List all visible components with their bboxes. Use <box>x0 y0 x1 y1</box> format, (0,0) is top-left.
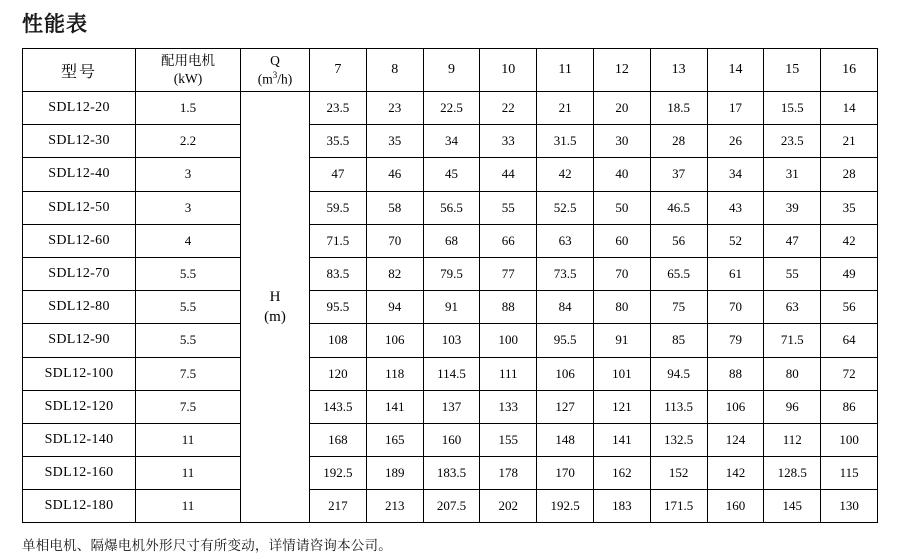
cell-value: 82 <box>366 257 423 290</box>
cell-value: 94 <box>366 291 423 324</box>
table-row <box>23 291 878 324</box>
cell-value: 70 <box>707 291 764 324</box>
cell-value: 155 <box>480 423 537 456</box>
cell-model: SDL12-160 <box>23 457 136 490</box>
cell-value: 86 <box>821 390 878 423</box>
cell-value: 73.5 <box>537 257 594 290</box>
header-q-unit-sup: 3 <box>272 69 278 80</box>
cell-value: 23 <box>366 92 423 125</box>
performance-table <box>22 48 878 523</box>
cell-model: SDL12-80 <box>23 291 136 324</box>
cell-value: 189 <box>366 457 423 490</box>
cell-value: 80 <box>593 291 650 324</box>
header-motor <box>136 49 241 92</box>
cell-value: 132.5 <box>650 423 707 456</box>
cell-motor: 3 <box>136 191 241 224</box>
cell-value: 56.5 <box>423 191 480 224</box>
cell-value: 61 <box>707 257 764 290</box>
cell-value: 118 <box>366 357 423 390</box>
table-row <box>23 357 878 390</box>
cell-value: 31 <box>764 158 821 191</box>
cell-value: 192.5 <box>537 490 594 523</box>
cell-value: 58 <box>366 191 423 224</box>
cell-value: 77 <box>480 257 537 290</box>
cell-value: 108 <box>310 324 367 357</box>
header-model: 型号 <box>23 49 136 92</box>
cell-value: 85 <box>650 324 707 357</box>
cell-value: 17 <box>707 92 764 125</box>
header-flow-q <box>241 49 310 92</box>
cell-value: 114.5 <box>423 357 480 390</box>
cell-value: 121 <box>593 390 650 423</box>
cell-value: 23.5 <box>764 125 821 158</box>
header-q-symbol: Q <box>270 53 280 69</box>
cell-value: 35 <box>821 191 878 224</box>
cell-model: SDL12-20 <box>23 92 136 125</box>
table-row <box>23 125 878 158</box>
cell-value: 49 <box>821 257 878 290</box>
cell-value: 47 <box>764 224 821 257</box>
header-flow-10: 10 <box>480 49 537 92</box>
cell-value: 68 <box>423 224 480 257</box>
cell-value: 79 <box>707 324 764 357</box>
cell-value: 71.5 <box>310 224 367 257</box>
cell-motor: 11 <box>136 423 241 456</box>
header-q-unit <box>241 70 309 88</box>
cell-motor: 1.5 <box>136 92 241 125</box>
header-flow-11: 11 <box>537 49 594 92</box>
table-row <box>23 224 878 257</box>
cell-value: 217 <box>310 490 367 523</box>
cell-value: 91 <box>423 291 480 324</box>
cell-value: 47 <box>310 158 367 191</box>
header-flow-12: 12 <box>593 49 650 92</box>
cell-model: SDL12-90 <box>23 324 136 357</box>
cell-value: 35 <box>366 125 423 158</box>
header-flow-15: 15 <box>764 49 821 92</box>
cell-value: 70 <box>366 224 423 257</box>
cell-value: 127 <box>537 390 594 423</box>
cell-value: 130 <box>821 490 878 523</box>
cell-model: SDL12-40 <box>23 158 136 191</box>
cell-value: 95.5 <box>310 291 367 324</box>
cell-model: SDL12-140 <box>23 423 136 456</box>
cell-value: 207.5 <box>423 490 480 523</box>
cell-motor: 7.5 <box>136 357 241 390</box>
cell-value: 56 <box>821 291 878 324</box>
cell-value: 88 <box>480 291 537 324</box>
table-row <box>23 423 878 456</box>
header-flow-14: 14 <box>707 49 764 92</box>
cell-motor: 5.5 <box>136 291 241 324</box>
cell-value: 66 <box>480 224 537 257</box>
cell-value: 145 <box>764 490 821 523</box>
table-body <box>23 92 878 523</box>
cell-value: 120 <box>310 357 367 390</box>
cell-value: 183.5 <box>423 457 480 490</box>
table-row <box>23 191 878 224</box>
cell-value: 52.5 <box>537 191 594 224</box>
header-q-unit-pre: (m <box>257 71 273 87</box>
cell-value: 213 <box>366 490 423 523</box>
cell-value: 143.5 <box>310 390 367 423</box>
cell-value: 34 <box>423 125 480 158</box>
cell-value: 113.5 <box>650 390 707 423</box>
cell-model: SDL12-100 <box>23 357 136 390</box>
cell-motor: 11 <box>136 490 241 523</box>
cell-value: 112 <box>764 423 821 456</box>
cell-value: 18.5 <box>650 92 707 125</box>
cell-value: 14 <box>821 92 878 125</box>
cell-motor: 3 <box>136 158 241 191</box>
table-row <box>23 457 878 490</box>
cell-motor: 4 <box>136 224 241 257</box>
page-title: 性能表 <box>22 13 88 36</box>
cell-value: 15.5 <box>764 92 821 125</box>
cell-value: 20 <box>593 92 650 125</box>
cell-value: 94.5 <box>650 357 707 390</box>
cell-value: 183 <box>593 490 650 523</box>
cell-model: SDL12-70 <box>23 257 136 290</box>
table-row <box>23 158 878 191</box>
cell-value: 124 <box>707 423 764 456</box>
cell-model: SDL12-30 <box>23 125 136 158</box>
cell-value: 28 <box>821 158 878 191</box>
cell-value: 106 <box>707 390 764 423</box>
cell-value: 70 <box>593 257 650 290</box>
cell-value: 160 <box>707 490 764 523</box>
cell-value: 21 <box>821 125 878 158</box>
cell-value: 141 <box>366 390 423 423</box>
cell-value: 60 <box>593 224 650 257</box>
cell-value: 115 <box>821 457 878 490</box>
cell-value: 100 <box>821 423 878 456</box>
table-row <box>23 390 878 423</box>
cell-value: 100 <box>480 324 537 357</box>
cell-value: 111 <box>480 357 537 390</box>
cell-head-label <box>241 92 310 523</box>
cell-value: 170 <box>537 457 594 490</box>
header-flow-7: 7 <box>310 49 367 92</box>
head-unit: (m) <box>264 309 286 326</box>
cell-value: 79.5 <box>423 257 480 290</box>
cell-value: 103 <box>423 324 480 357</box>
cell-value: 106 <box>537 357 594 390</box>
table-row <box>23 324 878 357</box>
table-row <box>23 490 878 523</box>
header-flow-16: 16 <box>821 49 878 92</box>
cell-value: 64 <box>821 324 878 357</box>
cell-value: 63 <box>537 224 594 257</box>
cell-value: 165 <box>366 423 423 456</box>
table-row <box>23 92 878 125</box>
cell-value: 22 <box>480 92 537 125</box>
cell-value: 133 <box>480 390 537 423</box>
cell-value: 33 <box>480 125 537 158</box>
table-head <box>23 49 878 92</box>
cell-model: SDL12-50 <box>23 191 136 224</box>
header-motor-line2: (kW) <box>173 71 203 86</box>
cell-value: 42 <box>537 158 594 191</box>
cell-value: 22.5 <box>423 92 480 125</box>
cell-value: 45 <box>423 158 480 191</box>
cell-value: 141 <box>593 423 650 456</box>
cell-value: 152 <box>650 457 707 490</box>
cell-value: 26 <box>707 125 764 158</box>
cell-value: 39 <box>764 191 821 224</box>
cell-value: 75 <box>650 291 707 324</box>
cell-value: 192.5 <box>310 457 367 490</box>
cell-value: 55 <box>764 257 821 290</box>
cell-value: 160 <box>423 423 480 456</box>
cell-value: 40 <box>593 158 650 191</box>
cell-value: 95.5 <box>537 324 594 357</box>
cell-value: 30 <box>593 125 650 158</box>
cell-value: 46.5 <box>650 191 707 224</box>
cell-value: 83.5 <box>310 257 367 290</box>
cell-value: 55 <box>480 191 537 224</box>
cell-value: 178 <box>480 457 537 490</box>
header-flow-9: 9 <box>423 49 480 92</box>
cell-value: 148 <box>537 423 594 456</box>
cell-value: 142 <box>707 457 764 490</box>
cell-value: 23.5 <box>310 92 367 125</box>
table-row <box>23 257 878 290</box>
cell-value: 128.5 <box>764 457 821 490</box>
cell-model: SDL12-60 <box>23 224 136 257</box>
cell-motor: 2.2 <box>136 125 241 158</box>
header-q-unit-post: /h) <box>277 71 293 87</box>
cell-value: 171.5 <box>650 490 707 523</box>
cell-motor: 5.5 <box>136 324 241 357</box>
cell-value: 46 <box>366 158 423 191</box>
cell-model: SDL12-180 <box>23 490 136 523</box>
cell-motor: 11 <box>136 457 241 490</box>
cell-motor: 7.5 <box>136 390 241 423</box>
header-motor-line1: 配用电机 <box>161 52 215 68</box>
cell-value: 31.5 <box>537 125 594 158</box>
cell-value: 63 <box>764 291 821 324</box>
cell-motor: 5.5 <box>136 257 241 290</box>
cell-value: 96 <box>764 390 821 423</box>
cell-value: 80 <box>764 357 821 390</box>
cell-value: 42 <box>821 224 878 257</box>
cell-value: 43 <box>707 191 764 224</box>
cell-value: 101 <box>593 357 650 390</box>
cell-value: 106 <box>366 324 423 357</box>
cell-value: 52 <box>707 224 764 257</box>
footnote: 单相电机、隔爆电机外形尺寸有所变动，详情请咨询本公司。 <box>22 538 392 554</box>
header-flow-13: 13 <box>650 49 707 92</box>
cell-value: 21 <box>537 92 594 125</box>
cell-value: 84 <box>537 291 594 324</box>
cell-value: 56 <box>650 224 707 257</box>
cell-value: 28 <box>650 125 707 158</box>
cell-value: 37 <box>650 158 707 191</box>
cell-value: 162 <box>593 457 650 490</box>
cell-value: 59.5 <box>310 191 367 224</box>
cell-value: 34 <box>707 158 764 191</box>
cell-value: 137 <box>423 390 480 423</box>
cell-value: 202 <box>480 490 537 523</box>
cell-value: 71.5 <box>764 324 821 357</box>
cell-value: 72 <box>821 357 878 390</box>
header-flow-8: 8 <box>366 49 423 92</box>
cell-value: 168 <box>310 423 367 456</box>
cell-value: 50 <box>593 191 650 224</box>
cell-value: 88 <box>707 357 764 390</box>
table-header-row <box>23 49 878 92</box>
head-symbol: H <box>269 288 281 305</box>
cell-model: SDL12-120 <box>23 390 136 423</box>
cell-value: 35.5 <box>310 125 367 158</box>
cell-value: 65.5 <box>650 257 707 290</box>
cell-value: 91 <box>593 324 650 357</box>
cell-value: 44 <box>480 158 537 191</box>
